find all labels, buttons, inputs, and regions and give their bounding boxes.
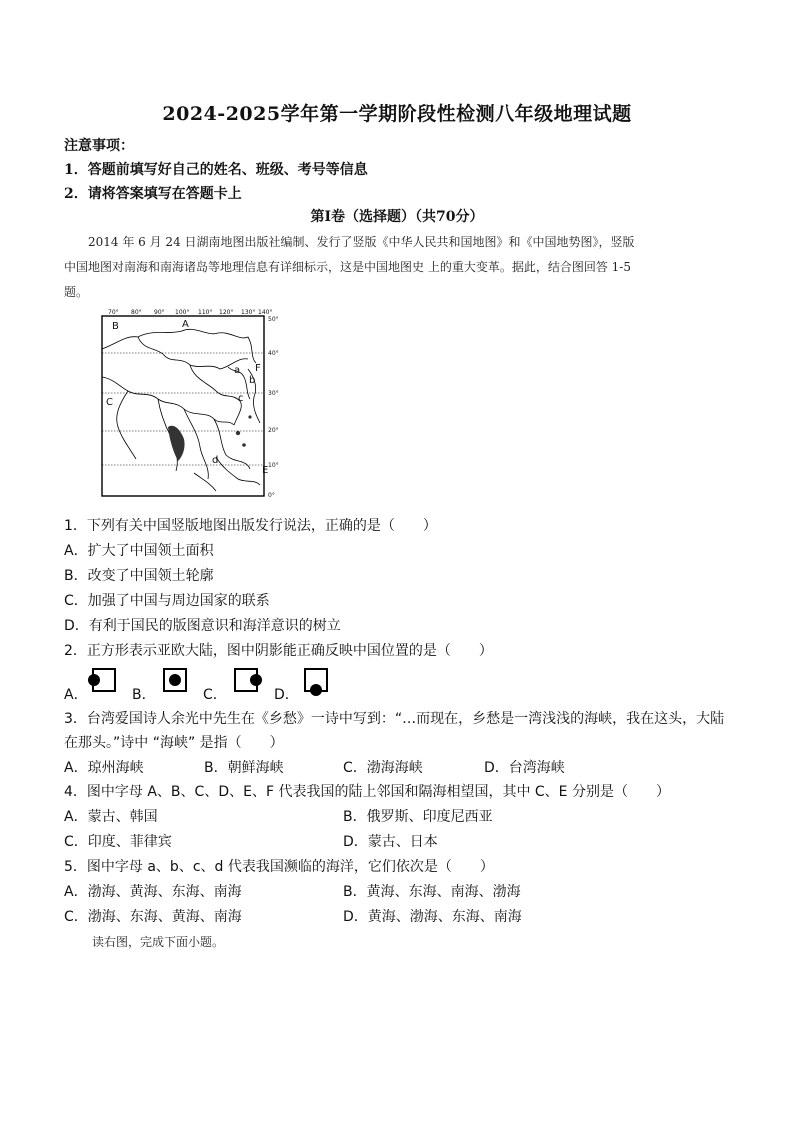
map-letter: B	[112, 321, 119, 332]
map-letter: d	[212, 455, 219, 466]
notice-heading: 注意事项：	[64, 138, 134, 154]
square-d-figure	[304, 668, 328, 692]
question-1-option-b: B．改变了中国领土轮廓	[64, 568, 214, 584]
question-4-option-d: D．蒙古、日本	[343, 834, 438, 850]
square-b-figure	[163, 668, 187, 692]
map-letter: a	[234, 365, 241, 376]
shaded-dot	[250, 674, 262, 686]
question-5-option-b: B．黄海、东海、南海、渤海	[343, 884, 521, 900]
asia-map	[98, 307, 279, 499]
question-3-option-a: A．琼州海峡	[64, 760, 144, 776]
lat-label: 30°	[268, 390, 279, 397]
question-5-option-d: D．黄海、渤海、东海、南海	[343, 909, 522, 925]
map-letter: F	[255, 363, 261, 374]
question-5-option-a: A．渤海、黄海、东海、南海	[64, 884, 242, 900]
intro-line-1: 2014 年 6 月 24 日湖南地图出版社编制、发行了竖版《中华人民共和国地图》和《中国地势图》，竖版	[88, 235, 635, 249]
lon-label: 130°	[241, 309, 256, 316]
map-letter: A	[182, 319, 189, 330]
lon-label: 100°	[175, 309, 190, 316]
question-4-option-c: C．印度、菲律宾	[64, 834, 172, 850]
square-c-figure	[234, 668, 258, 692]
intro-line-2: 中国地图对南海和南海诸岛等地理信息有详细标示，这是中国地图史 上的重大变革。据此，结合图回答 1-5	[64, 260, 631, 274]
question-2-option-c: C．	[203, 687, 227, 703]
shaded-dot	[310, 684, 322, 696]
map-letter: c	[238, 393, 244, 404]
lon-label: 80°	[131, 309, 142, 316]
lat-label: 10°	[268, 462, 279, 469]
lon-label: 120°	[219, 309, 234, 316]
question-2-option-b: B．	[132, 687, 156, 703]
notice-item-1: 1．答题前填写好自己的姓名、班级、考号等信息	[64, 162, 368, 178]
question-2-stem: 2．正方形表示亚欧大陆，图中阴影能正确反映中国位置的是（ ）	[64, 643, 493, 659]
question-4-option-a: A．蒙古、韩国	[64, 809, 158, 825]
question-3-option-c: C．渤海海峡	[343, 760, 423, 776]
question-2-option-d: D．	[274, 687, 299, 703]
map-letter: E	[262, 465, 269, 476]
reading-instruction: 读右图，完成下面小题。	[92, 935, 225, 949]
lon-label: 90°	[154, 309, 165, 316]
question-4-stem: 4．图中字母 A、B、C、D、E、F 代表我国的陆上邻国和隔海相望国，其中 C、E 分别是（ ）	[64, 784, 670, 800]
question-3-option-d: D．台湾海峡	[484, 760, 565, 776]
question-5-stem: 5．图中字母 a、b、c、d 代表我国濒临的海洋，它们依次是（ ）	[64, 859, 494, 875]
lon-label: 70°	[108, 309, 119, 316]
question-1-option-c: C．加强了中国与周边国家的联系	[64, 593, 270, 609]
notice-item-2: 2．请将答案填写在答题卡上	[64, 186, 242, 202]
question-1-option-a: A．扩大了中国领土面积	[64, 543, 214, 559]
intro-line-3: 题。	[64, 285, 89, 299]
question-2-option-a: A．	[64, 687, 88, 703]
square-a-figure	[92, 668, 116, 692]
shaded-dot	[88, 674, 100, 686]
question-4-option-b: B．俄罗斯、印度尼西亚	[343, 809, 493, 825]
lat-label: 40°	[268, 350, 279, 357]
lon-label: 140°	[258, 309, 273, 316]
map-letter: b	[249, 375, 256, 386]
question-3-stem-line-1: 3．台湾爱国诗人余光中先生在《乡愁》一诗中写到：“…而现在，乡愁是一湾浅浅的海峡，我在这头，大陆	[64, 711, 725, 727]
question-5-option-c: C．渤海、东海、黄海、南海	[64, 909, 242, 925]
shaded-dot	[169, 674, 181, 686]
page-title: 2024-2025学年第一学期阶段性检测八年级地理试题	[162, 103, 632, 125]
question-1-stem: 1．下列有关中国竖版地图出版发行说法，正确的是（ ）	[64, 518, 437, 534]
lat-label: 20°	[268, 427, 279, 434]
section-title: 第Ⅰ卷（选择题）（共70分）	[310, 209, 484, 225]
lat-label: 50°	[268, 316, 279, 323]
map-letter: C	[106, 397, 113, 408]
lat-label: 0°	[268, 492, 275, 499]
lon-label: 110°	[198, 309, 213, 316]
question-3-option-b: B．朝鲜海峡	[204, 760, 284, 776]
question-3-stem-line-2: 在那头。”诗中 “海峡” 是指（ ）	[64, 735, 284, 751]
question-1-option-d: D．有利于国民的版图意识和海洋意识的树立	[64, 618, 341, 634]
